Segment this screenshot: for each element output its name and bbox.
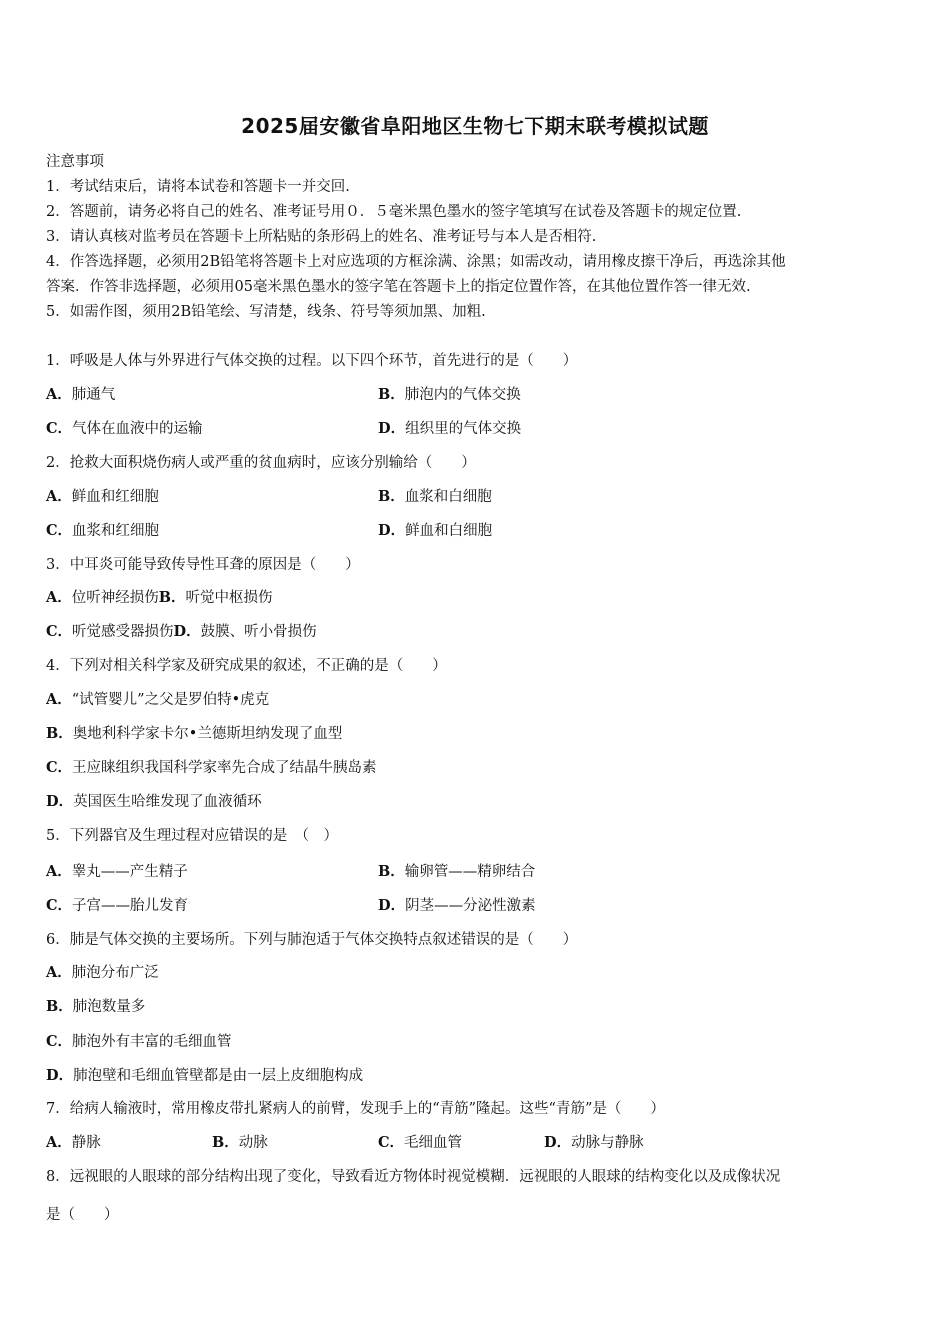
option-label: B． bbox=[212, 1134, 239, 1151]
option-text: 肺泡数量多 bbox=[72, 999, 146, 1015]
question-3-stem: 3．中耳炎可能导致传导性耳聋的原因是（ ） bbox=[46, 557, 360, 573]
question-3-options-line bbox=[46, 588, 273, 608]
option-text: 静脉 bbox=[71, 1135, 101, 1151]
option-text: 王应睐组织我国科学家率先合成了结晶牛胰岛素 bbox=[72, 760, 377, 776]
option-label: B． bbox=[378, 386, 405, 403]
option-label: A． bbox=[46, 589, 72, 606]
question-7-stem: 7．给病人输液时，常用橡皮带扎紧病人的前臂，发现手上的“青筋”隆起。这些“青筋”是（ ） bbox=[46, 1101, 665, 1117]
option-text: 听觉中枢损伤 bbox=[185, 590, 273, 606]
option-label: D． bbox=[46, 1067, 74, 1084]
option-text: 肺通气 bbox=[71, 387, 116, 403]
option-label: B． bbox=[378, 488, 405, 505]
option-text: 肺泡外有丰富的毛细血管 bbox=[72, 1034, 232, 1050]
notice-item: 3．请认真核对监考员在答题卡上所粘贴的条形码上的姓名、准考证号与本人是否相符. bbox=[46, 229, 597, 245]
option-label: C． bbox=[46, 522, 73, 539]
option-label: B． bbox=[378, 863, 405, 880]
question-7-option-a bbox=[46, 1133, 101, 1153]
question-5-option-a bbox=[46, 862, 188, 882]
option-label: C． bbox=[46, 759, 73, 776]
option-text: 输卵管——精卵结合 bbox=[404, 864, 536, 880]
option-text: 英国医生哈维发现了血液循环 bbox=[73, 794, 262, 810]
notice-section bbox=[46, 150, 906, 325]
option-label: D． bbox=[378, 897, 406, 914]
question-6-option-c bbox=[46, 1032, 232, 1052]
question-4-option-c bbox=[46, 758, 377, 778]
notice-item: 1．考试结束后，请将本试卷和答题卡一并交回. bbox=[46, 179, 350, 195]
question-7-option-b bbox=[212, 1133, 268, 1153]
notice-item: 2．答题前，请务必将自己的姓名、准考证号用０．５毫米黑色墨水的签字笔填写在试卷及答题卡的规定位置. bbox=[46, 204, 742, 220]
question-5-option-c bbox=[46, 896, 188, 916]
option-text: 肺泡内的气体交换 bbox=[404, 387, 521, 403]
option-label: C． bbox=[46, 897, 73, 914]
option-label: B． bbox=[158, 589, 186, 606]
question-2-option-c bbox=[46, 521, 159, 541]
question-8-stem: 8．远视眼的人眼球的部分结构出现了变化，导致看近方物体时视觉模糊．远视眼的人眼球的结构变化以及成像状况 bbox=[46, 1169, 781, 1185]
option-text: 血浆和白细胞 bbox=[404, 489, 492, 505]
question-2-stem: 2．抢救大面积烧伤病人或严重的贫血病时，应该分别输给（ ） bbox=[46, 455, 476, 471]
option-label: A． bbox=[46, 488, 72, 505]
question-6-stem: 6．肺是气体交换的主要场所。下列与肺泡适于气体交换特点叙述错误的是（ ） bbox=[46, 932, 578, 948]
option-text: 子宫——胎儿发育 bbox=[72, 898, 189, 914]
question-2-option-b bbox=[378, 487, 492, 507]
option-label: C． bbox=[46, 623, 73, 640]
notice-item: 5．如需作图，须用2B铅笔绘、写清楚，线条、符号等须加黑、加粗. bbox=[46, 304, 486, 320]
option-label: A． bbox=[46, 386, 72, 403]
option-text: 位听神经损伤 bbox=[71, 590, 159, 606]
question-3-options-line bbox=[46, 622, 317, 642]
option-label: A． bbox=[46, 863, 72, 880]
option-text: 血浆和红细胞 bbox=[72, 523, 160, 539]
option-label: C． bbox=[378, 1134, 405, 1151]
option-text: 阴茎——分泌性激素 bbox=[405, 898, 536, 914]
option-label: A． bbox=[46, 964, 72, 981]
question-4-option-a bbox=[46, 690, 269, 710]
option-label: A． bbox=[46, 1134, 72, 1151]
option-text: 动脉与静脉 bbox=[571, 1135, 644, 1151]
notice-item: 答案．作答非选择题，必须用05毫米黑色墨水的签字笔在答题卡上的指定位置作答，在其他位置作答一律无效. bbox=[46, 279, 751, 295]
question-6-option-a bbox=[46, 963, 159, 983]
option-label: D． bbox=[544, 1134, 572, 1151]
question-1-option-d bbox=[378, 419, 521, 439]
question-1-option-b bbox=[378, 385, 521, 405]
option-label: D． bbox=[378, 522, 406, 539]
option-text: 气体在血液中的运输 bbox=[72, 421, 203, 437]
question-5-option-d bbox=[378, 896, 536, 916]
option-text: 肺泡壁和毛细血管壁都是由一层上皮细胞构成 bbox=[73, 1068, 364, 1084]
option-label: D． bbox=[173, 623, 201, 640]
notice-heading: 注意事项 bbox=[46, 154, 104, 170]
question-2-option-d bbox=[378, 521, 492, 541]
notice-item: 4．作答选择题，必须用2B铅笔将答题卡上对应选项的方框涂满、涂黑；如需改动，请用橡皮擦干净后，再选涂其他 bbox=[46, 254, 786, 270]
question-6-option-d bbox=[46, 1066, 363, 1086]
question-4-option-b bbox=[46, 724, 342, 744]
option-label: C． bbox=[46, 420, 73, 437]
option-text: 肺泡分布广泛 bbox=[71, 965, 159, 981]
question-7-option-d bbox=[544, 1133, 644, 1153]
option-text: 睾丸——产生精子 bbox=[71, 864, 188, 880]
option-label: A． bbox=[46, 691, 72, 708]
question-5-option-b bbox=[378, 862, 535, 882]
question-1-option-a bbox=[46, 385, 115, 405]
option-text: 动脉 bbox=[238, 1135, 268, 1151]
option-text: 鼓膜、听小骨损伤 bbox=[200, 624, 317, 640]
page-title: 2025届安徽省阜阳地区生物七下期末联考模拟试题 bbox=[241, 114, 709, 138]
question-1-option-c bbox=[46, 419, 203, 439]
question-4-stem: 4．下列对相关科学家及研究成果的叙述，不正确的是（ ） bbox=[46, 658, 447, 674]
option-text: 毛细血管 bbox=[404, 1135, 463, 1151]
question-6-option-b bbox=[46, 997, 145, 1017]
option-label: D． bbox=[378, 420, 406, 437]
option-text: 鲜血和白细胞 bbox=[405, 523, 493, 539]
question-8-stem-continued: 是（ ） bbox=[46, 1207, 119, 1223]
question-2-option-a bbox=[46, 487, 159, 507]
question-5-stem: 5．下列器官及生理过程对应错误的是 （ ） bbox=[46, 828, 338, 844]
option-label: D． bbox=[46, 793, 74, 810]
option-text: “试管婴儿”之父是罗伯特•虎克 bbox=[71, 692, 270, 708]
option-label: C． bbox=[46, 1033, 73, 1050]
question-7-option-c bbox=[378, 1133, 462, 1153]
option-text: 组织里的气体交换 bbox=[405, 421, 522, 437]
option-label: B． bbox=[46, 998, 73, 1015]
option-text: 奥地利科学家卡尔•兰德斯坦纳发现了血型 bbox=[72, 726, 343, 742]
question-1-stem: 1．呼吸是人体与外界进行气体交换的过程。以下四个环节，首先进行的是（ ） bbox=[46, 353, 578, 369]
question-4-option-d bbox=[46, 792, 262, 812]
option-text: 鲜血和红细胞 bbox=[71, 489, 159, 505]
option-label: B． bbox=[46, 725, 73, 742]
option-text: 听觉感受器损伤 bbox=[72, 624, 174, 640]
